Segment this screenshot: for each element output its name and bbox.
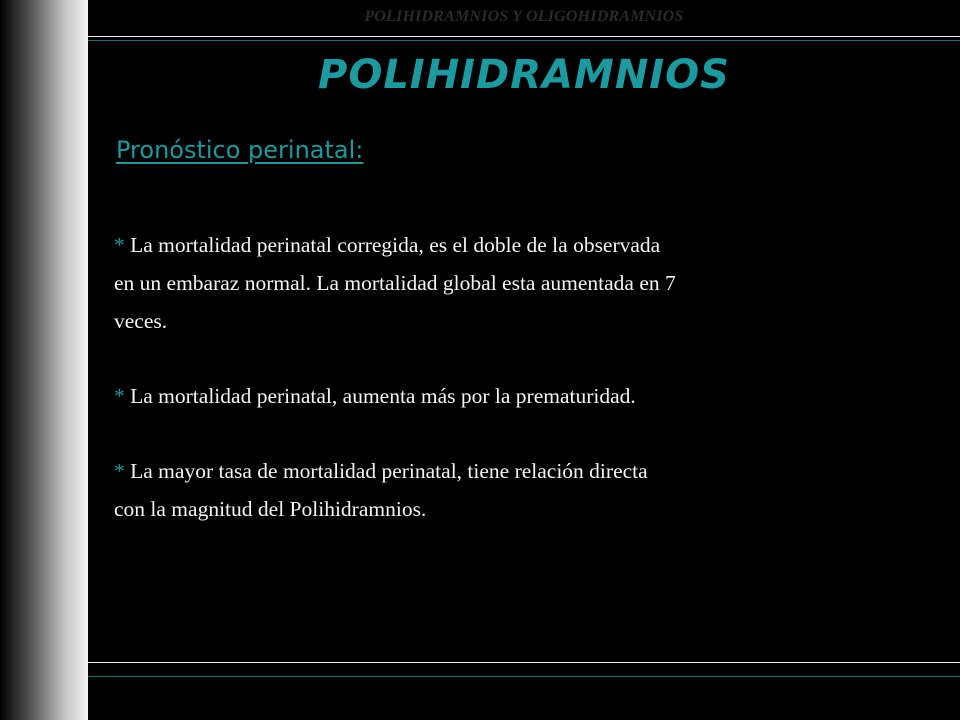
section-subtitle: Pronóstico perinatal:	[116, 136, 364, 164]
paragraph-line: La mayor tasa de mortalidad perinatal, tiene relación directa	[130, 459, 648, 483]
paragraph-line: con la magnitud del Polihidramnios.	[114, 497, 427, 521]
top-divider-line	[88, 36, 960, 37]
bullet-marker: *	[114, 459, 125, 483]
bottom-accent-line	[88, 676, 960, 677]
paragraph	[114, 226, 834, 340]
left-gradient-bar	[0, 0, 88, 720]
paragraph-line: La mortalidad perinatal, aumenta más por la prematuridad.	[130, 384, 636, 408]
bullet-marker: *	[114, 384, 125, 408]
paragraph-line: La mortalidad perinatal corregida, es el doble de la observada	[130, 233, 661, 257]
bullet-marker: *	[114, 233, 125, 257]
bottom-divider-line	[88, 662, 960, 663]
paragraph-line: en un embaraz normal. La mortalidad global esta aumentada en 7	[114, 271, 676, 295]
paragraph	[114, 377, 834, 415]
slide-title: POLIHIDRAMNIOS	[318, 52, 730, 98]
top-accent-line	[88, 40, 960, 41]
paragraph	[114, 452, 834, 528]
slide-body	[114, 226, 834, 565]
paragraph-line: veces.	[114, 309, 168, 333]
header-title: POLIHIDRAMNIOS Y OLIGOHIDRAMNIOS	[364, 8, 684, 25]
